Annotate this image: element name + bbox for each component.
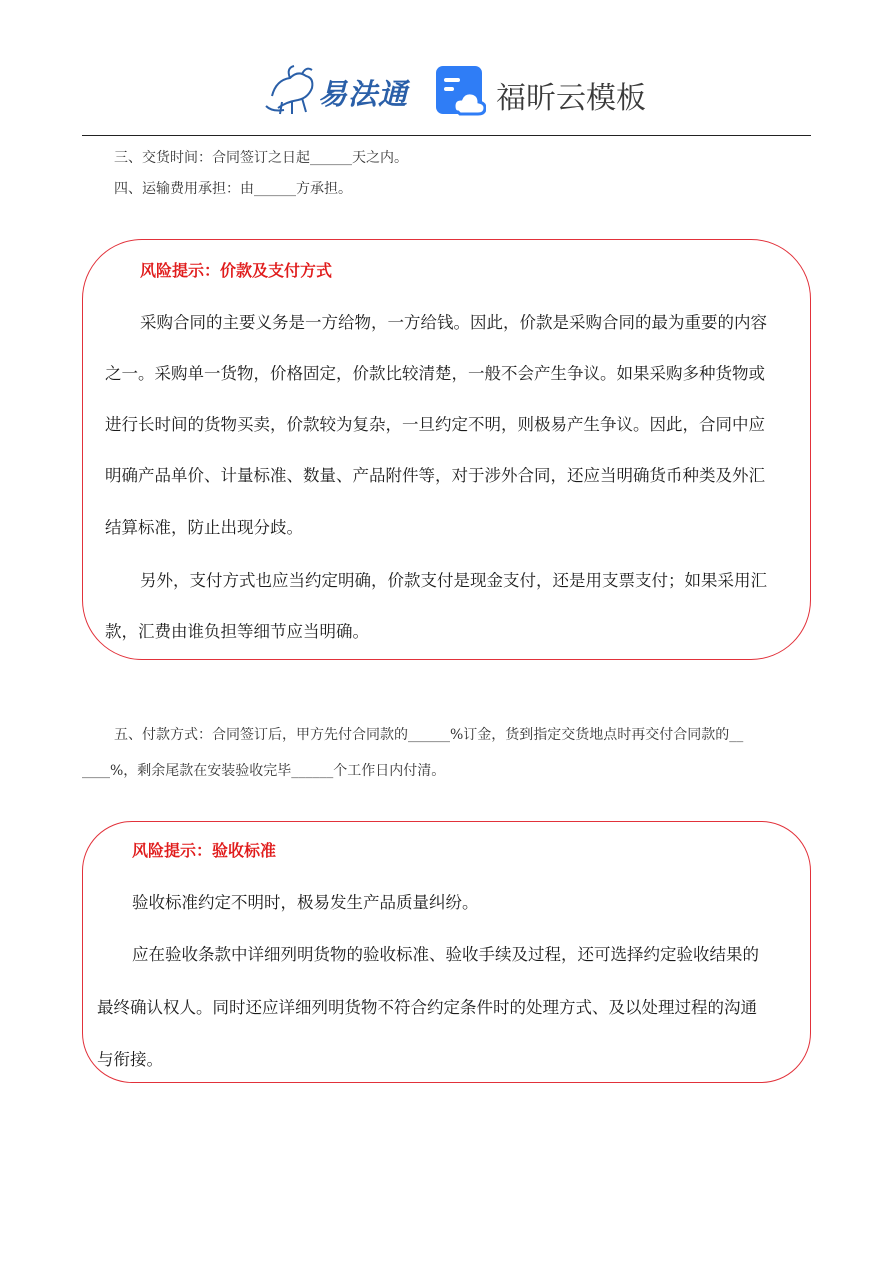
foxit-cloud-icon bbox=[436, 66, 486, 118]
risk2-line: 验收标准约定不明时，极易发生产品质量纠纷。 bbox=[132, 893, 479, 912]
risk-box-price-payment bbox=[82, 239, 811, 660]
risk1-line: 结算标准，防止出现分歧。 bbox=[105, 518, 303, 537]
clause-payment-method: 五、付款方式：合同签订后，甲方先付合同款的______%订金，货到指定交货地点时再交付合同款的__ bbox=[114, 727, 744, 743]
risk2-line: 应在验收条款中详细列明货物的验收标准、验收手续及过程，还可选择约定验收结果的 bbox=[132, 945, 759, 964]
risk1-line: 之一。采购单一货物，价格固定，价款比较清楚，一般不会产生争议。如果采购多种货物或 bbox=[105, 364, 765, 383]
risk1-line: 款，汇费由谁负担等细节应当明确。 bbox=[105, 622, 369, 641]
risk1-line: 另外，支付方式也应当约定明确，价款支付是现金支付，还是用支票支付；如果采用汇 bbox=[140, 571, 767, 590]
risk-title-acceptance: 风险提示：验收标准 bbox=[132, 841, 277, 860]
clause-delivery-time: 三、交货时间：合同签订之日起______天之内。 bbox=[114, 150, 408, 166]
risk1-line: 明确产品单价、计量标准、数量、产品附件等，对于涉外合同，还应当明确货币种类及外汇 bbox=[105, 466, 765, 485]
clause-payment-method-cont: ____%，剩余尾款在安装验收完毕______个工作日内付清。 bbox=[82, 763, 446, 779]
header-divider bbox=[82, 135, 811, 136]
risk2-line: 与衔接。 bbox=[97, 1050, 163, 1069]
foxit-template-logo-text: 福昕云模板 bbox=[496, 81, 646, 116]
risk1-line: 进行长时间的货物买卖，价款较为复杂，一旦约定不明，则极易产生争议。因此，合同中应 bbox=[105, 415, 765, 434]
page-header bbox=[0, 0, 893, 136]
risk1-line: 采购合同的主要义务是一方给物，一方给钱。因此，价款是采购合同的最为重要的内容 bbox=[140, 313, 767, 332]
risk2-line: 最终确认权人。同时还应详细列明货物不符合约定条件时的处理方式、及以处理过程的沟通 bbox=[97, 998, 757, 1017]
clause-transport-cost: 四、运输费用承担：由______方承担。 bbox=[114, 181, 352, 197]
yifatong-logo-text: 易法通 bbox=[318, 77, 409, 111]
risk-title-price-payment: 风险提示：价款及支付方式 bbox=[140, 261, 333, 280]
